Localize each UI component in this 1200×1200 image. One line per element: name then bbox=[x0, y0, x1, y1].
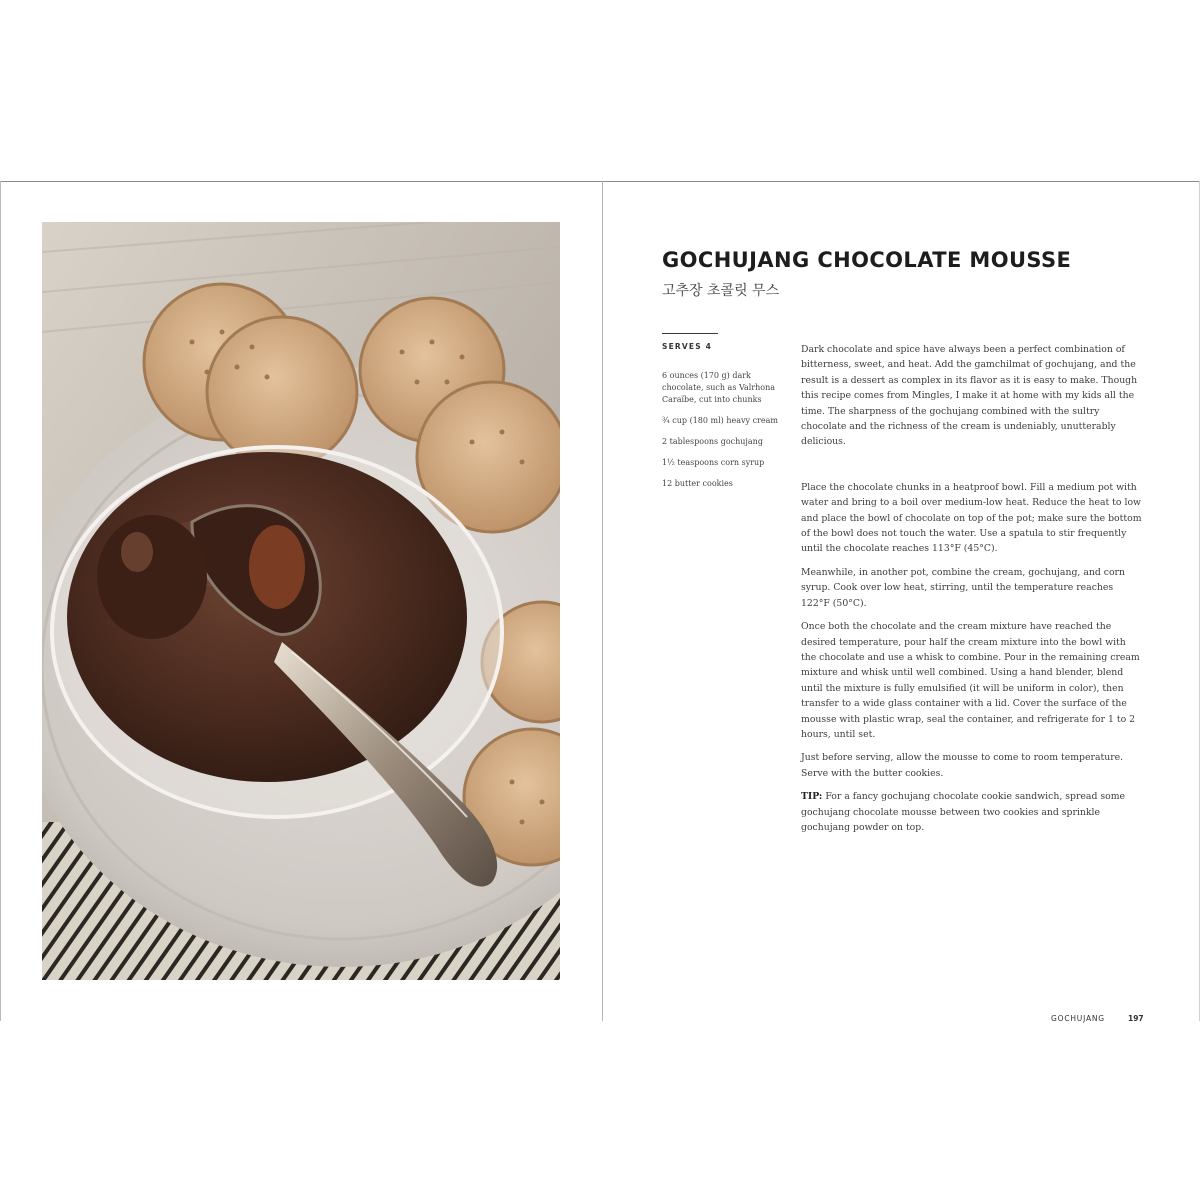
tip-label: TIP: bbox=[801, 791, 823, 803]
page-number: 197 bbox=[1128, 1014, 1144, 1023]
book-gutter bbox=[602, 181, 603, 1021]
recipe-body bbox=[801, 342, 1143, 843]
recipe-intro: Dark chocolate and spice have always been a perfect combination of bitterness, sweet, and heat. Add the gamchilmat of gochujang, and the result is a dessert as complex in its flavor as it is easy to make. Though this recipe comes from Mingles, I make it at home with my kids all the time. The sharpness of the gochujang combined with the sultry chocolate and the richness of the cream is undeniably, unutterably delicious. bbox=[801, 344, 1138, 448]
method-step: Once both the chocolate and the cream mixture have reached the desired temperature, pour half the cream mixture into the bowl with the chocolate and use a whisk to combine. Pour in the remaining cream mixture and whisk until well combined. Using a hand blender, blend until the mixture is fully emulsified (it will be uniform in color), then transfer to a wide glass container with a lid. Cover the surface of the mousse with plastic wrap, seal the container, and refrigerate for 1 to 2 hours, until set. bbox=[801, 621, 1140, 740]
left-page-edge bbox=[0, 181, 1, 1021]
method-step: Meanwhile, in another pot, combine the cream, gochujang, and corn syrup. Cook over low heat, stirring, until the temperature reaches 122°F (50°C). bbox=[801, 566, 1125, 609]
spread-top-edge bbox=[0, 181, 1200, 182]
serves-label: SERVES 4 bbox=[662, 342, 713, 351]
recipe-korean-subtitle: 고추장 초콜릿 무스 bbox=[662, 283, 780, 299]
ingredient-item: 1½ teaspoons corn syrup bbox=[662, 458, 765, 467]
ingredient-item: ¾ cup (180 ml) heavy cream bbox=[662, 416, 778, 425]
running-head: GOCHUJANG bbox=[1051, 1014, 1105, 1023]
mousse-photo bbox=[42, 222, 560, 980]
ingredient-item: 12 butter cookies bbox=[662, 479, 733, 488]
ingredient-list bbox=[662, 370, 784, 499]
method-step: Just before serving, allow the mousse to come to room temperature. Serve with the butter cookies. bbox=[801, 752, 1124, 779]
recipe-tip bbox=[801, 789, 1143, 835]
tip-text: For a fancy gochujang chocolate cookie sandwich, spread some gochujang chocolate mousse between two cookies and sprinkle gochujang powder on top. bbox=[801, 791, 1126, 833]
section-rule bbox=[662, 333, 718, 334]
method-step: Place the chocolate chunks in a heatproof bowl. Fill a medium pot with water and bring to a boil over medium-low heat. Reduce the heat to low and place the bowl of chocolate on top of the pot; make sure the bottom of the bowl does not touch the water. Use a spatula to stir frequently until the chocolate reaches 113°F (45°C). bbox=[801, 481, 1142, 555]
recipe-title: GOCHUJANG CHOCOLATE MOUSSE bbox=[662, 248, 1072, 272]
ingredient-item: 2 tablespoons gochujang bbox=[662, 437, 763, 446]
ingredient-item: 6 ounces (170 g) dark chocolate, such as Valrhona Caraïbe, cut into chunks bbox=[662, 371, 776, 404]
